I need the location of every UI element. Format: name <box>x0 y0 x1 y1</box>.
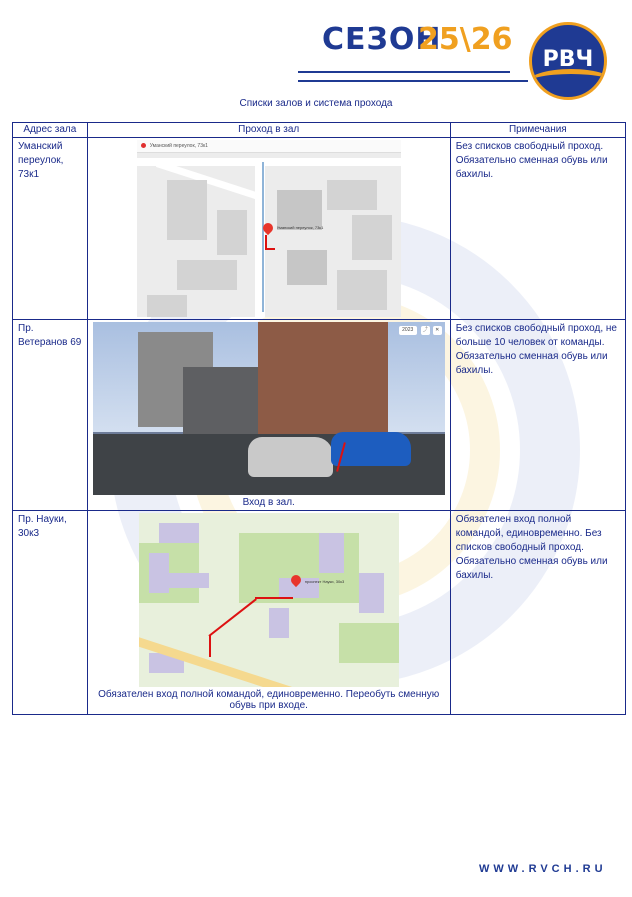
entry-cell <box>87 320 450 511</box>
map-caption: Обязателен вход полной командой, единовременно. Переобуть сменную обувь при входе. <box>98 689 440 711</box>
season-title: СЕЗОН <box>322 22 442 57</box>
table-row <box>13 320 626 511</box>
share-icon[interactable]: ⤴ <box>422 327 428 333</box>
hall-address: Пр. Науки, 30к3 <box>13 511 88 715</box>
table-row <box>13 138 626 320</box>
street-view-photo[interactable] <box>93 322 445 495</box>
map-search-text: Уманский переулок, 73к1 <box>149 143 208 149</box>
hall-address: Уманский переулок, 73к1 <box>13 138 88 320</box>
hall-note: Обязателен вход полной командой, единовременно. Без списков свободный проход. Обязательно сменная обувь или бахилы. <box>450 511 625 715</box>
header-line-bottom <box>298 80 528 82</box>
hall-note: Без списков свободный проход. Обязательно сменная обувь или бахилы. <box>450 138 625 320</box>
document-title: Списки залов и система прохода <box>239 98 393 109</box>
halls-table <box>12 122 626 715</box>
table-row <box>13 511 626 715</box>
rvch-logo <box>529 22 607 100</box>
photo-caption: Вход в зал. <box>242 497 295 508</box>
hall-note: Без списков свободный проход, не больше 10 человек от команды. Обязательно сменная обувь или бахилы. <box>450 320 625 511</box>
header-address: Адрес зала <box>13 123 88 138</box>
close-icon[interactable]: ✕ <box>433 326 442 335</box>
header-line-top <box>298 71 510 73</box>
entry-cell <box>87 138 450 320</box>
header-notes: Примечания <box>450 123 625 138</box>
header-entry: Проход в зал <box>87 123 450 138</box>
website-footer[interactable]: WWW.RVCH.RU <box>479 863 607 875</box>
logo-text: РВЧ <box>542 47 594 72</box>
season-years: 25\26 <box>418 22 513 57</box>
hall-address: Пр. Ветеранов 69 <box>13 320 88 511</box>
map-search-bar[interactable] <box>137 140 401 153</box>
map-nauki-prospect[interactable] <box>139 513 399 687</box>
map-uman-lane[interactable] <box>137 140 401 317</box>
year-selector[interactable]: 2023 <box>399 326 417 335</box>
table-header-row <box>13 123 626 138</box>
map-location-label: проспект Науки, 30к3 <box>304 579 345 584</box>
entry-cell <box>87 511 450 715</box>
map-location-label: Уманский переулок, 73к1 <box>276 225 324 230</box>
